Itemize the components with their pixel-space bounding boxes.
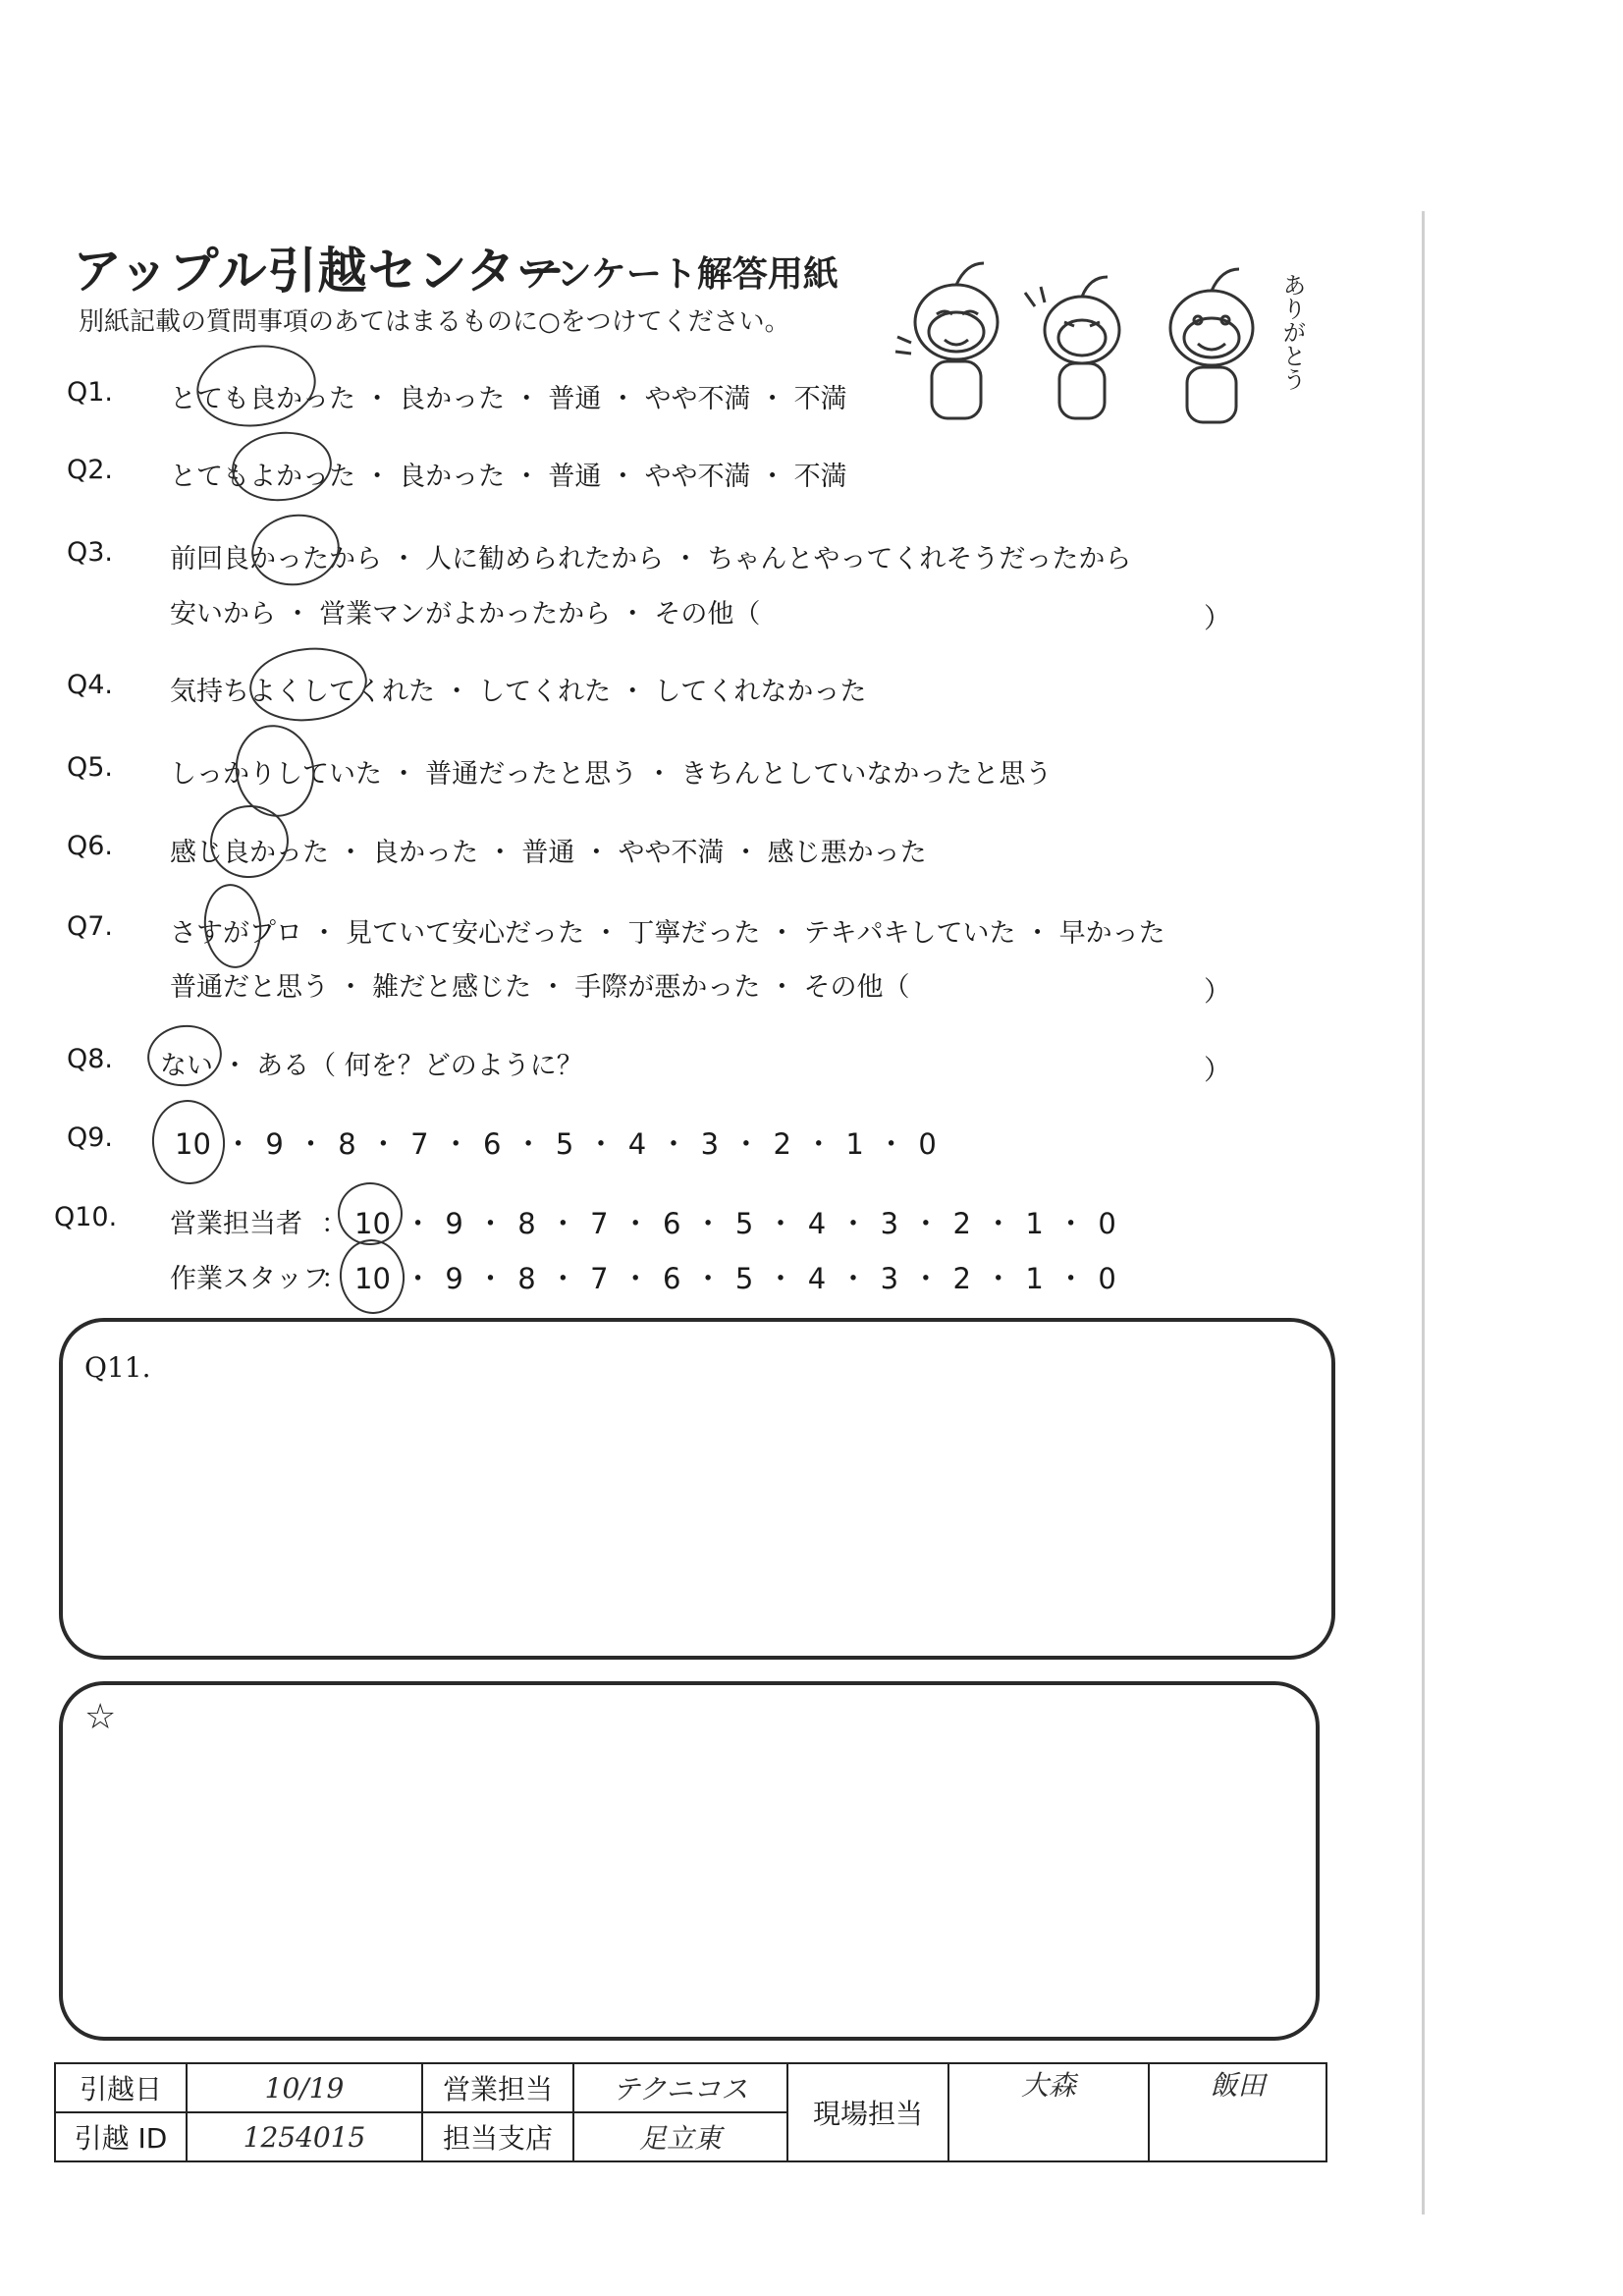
question-label: Q10.: [54, 1202, 118, 1232]
close-paren: ）: [1204, 602, 1232, 634]
question-label: Q6.: [67, 831, 114, 861]
star-comment-box[interactable]: [59, 1681, 1320, 2041]
mascot-caption: ありがとう: [1278, 273, 1306, 391]
answer-circle-mark: [338, 1182, 403, 1245]
question-label: Q8.: [67, 1044, 114, 1074]
move-id-label: 引越 ID: [55, 2112, 187, 2161]
answer-options[interactable]: さすがプロ ・ 見ていて安心だった ・ 丁寧だった ・ テキパキしていた ・ 早かった: [170, 918, 1165, 949]
answer-options[interactable]: とても良かった ・ 良かった ・ 普通 ・ やや不満 ・ 不満: [170, 384, 847, 414]
comment-box-label: Q11.: [84, 1351, 151, 1384]
question-label: Q4.: [67, 670, 114, 700]
answer-circle-mark: [148, 1096, 230, 1187]
branch-value[interactable]: 足立東: [573, 2112, 787, 2161]
field-label: 現場担当: [787, 2063, 948, 2161]
question-label: Q2.: [67, 455, 114, 485]
question-label: Q1.: [67, 377, 114, 408]
score-scale[interactable]: 10 ・ 9 ・ 8 ・ 7 ・ 6 ・ 5 ・ 4 ・ 3 ・ 2 ・ 1 ・ 0: [354, 1262, 1116, 1295]
answer-circle-mark: [229, 427, 336, 506]
answer-options[interactable]: 普通だと思う ・ 雑だと感じた ・ 手際が悪かった ・ その他（: [170, 972, 910, 1003]
sales-row-name: 営業担当者: [170, 1209, 302, 1239]
close-paren: ）: [1204, 975, 1232, 1008]
answer-options[interactable]: しっかりしていた ・ 普通だったと思う ・ きちんとしていなかったと思う: [170, 759, 1053, 790]
move-info-table: [54, 2062, 1327, 2162]
q11-comment-box[interactable]: [59, 1318, 1335, 1660]
question-label: Q7.: [67, 911, 114, 942]
question-label: Q9.: [67, 1122, 114, 1153]
form-title: アンケート解答用紙: [522, 254, 839, 295]
close-paren: ）: [1204, 1054, 1232, 1086]
staff-row-name: 作業スタッフ: [170, 1264, 329, 1294]
answer-circle-mark: [245, 508, 345, 593]
field-staff-1[interactable]: 大森: [948, 2063, 1149, 2161]
answer-options[interactable]: 感じ良かった ・ 良かった ・ 普通 ・ やや不満 ・ 感じ悪かった: [170, 838, 927, 868]
answer-circle-mark: [336, 1236, 408, 1317]
move-id-value[interactable]: 1254015: [187, 2112, 422, 2161]
score-scale[interactable]: 10 ・ 9 ・ 8 ・ 7 ・ 6 ・ 5 ・ 4 ・ 3 ・ 2 ・ 1 ・ 0: [175, 1127, 937, 1161]
score-scale[interactable]: 10 ・ 9 ・ 8 ・ 7 ・ 6 ・ 5 ・ 4 ・ 3 ・ 2 ・ 1 ・ 0: [354, 1207, 1116, 1240]
question-label: Q3.: [67, 537, 114, 568]
brand-name: アップル引越センター: [73, 243, 567, 300]
answer-options[interactable]: 安いから ・ 営業マンがよかったから ・ その他（: [170, 599, 761, 629]
question-label: Q5.: [67, 752, 114, 783]
sales-value[interactable]: テクニコス: [573, 2063, 787, 2112]
answer-options[interactable]: とてもよかった ・ 良かった ・ 普通 ・ やや不満 ・ 不満: [170, 462, 847, 492]
answer-options[interactable]: 気持ちよくしてくれた ・ してくれた ・ してくれなかった: [170, 677, 867, 707]
answer-circle-mark: [200, 881, 266, 971]
answer-circle-mark: [191, 338, 321, 434]
move-date-value[interactable]: 10/19: [187, 2063, 422, 2112]
answer-options[interactable]: ない ・ ある（ 何を？どのように？: [160, 1051, 583, 1081]
mascot-monkeys-illustration: [888, 253, 1310, 430]
instruction-text: 別紙記載の質問事項のあてはまるものに○をつけてください。: [79, 307, 790, 337]
answer-options[interactable]: 前回良かったから ・ 人に勧められたから ・ ちゃんとやってくれそうだったから: [170, 544, 1132, 574]
move-date-label: 引越日: [55, 2063, 187, 2112]
field-staff-2[interactable]: 飯田: [1149, 2063, 1326, 2161]
comment-box-label: ☆: [84, 1697, 117, 1737]
sales-label: 営業担当: [422, 2063, 573, 2112]
branch-label: 担当支店: [422, 2112, 573, 2161]
scan-edge: [1422, 211, 1425, 2214]
answer-circle-mark: [245, 642, 370, 727]
colon: ：: [321, 1264, 348, 1294]
colon: ：: [321, 1209, 348, 1239]
